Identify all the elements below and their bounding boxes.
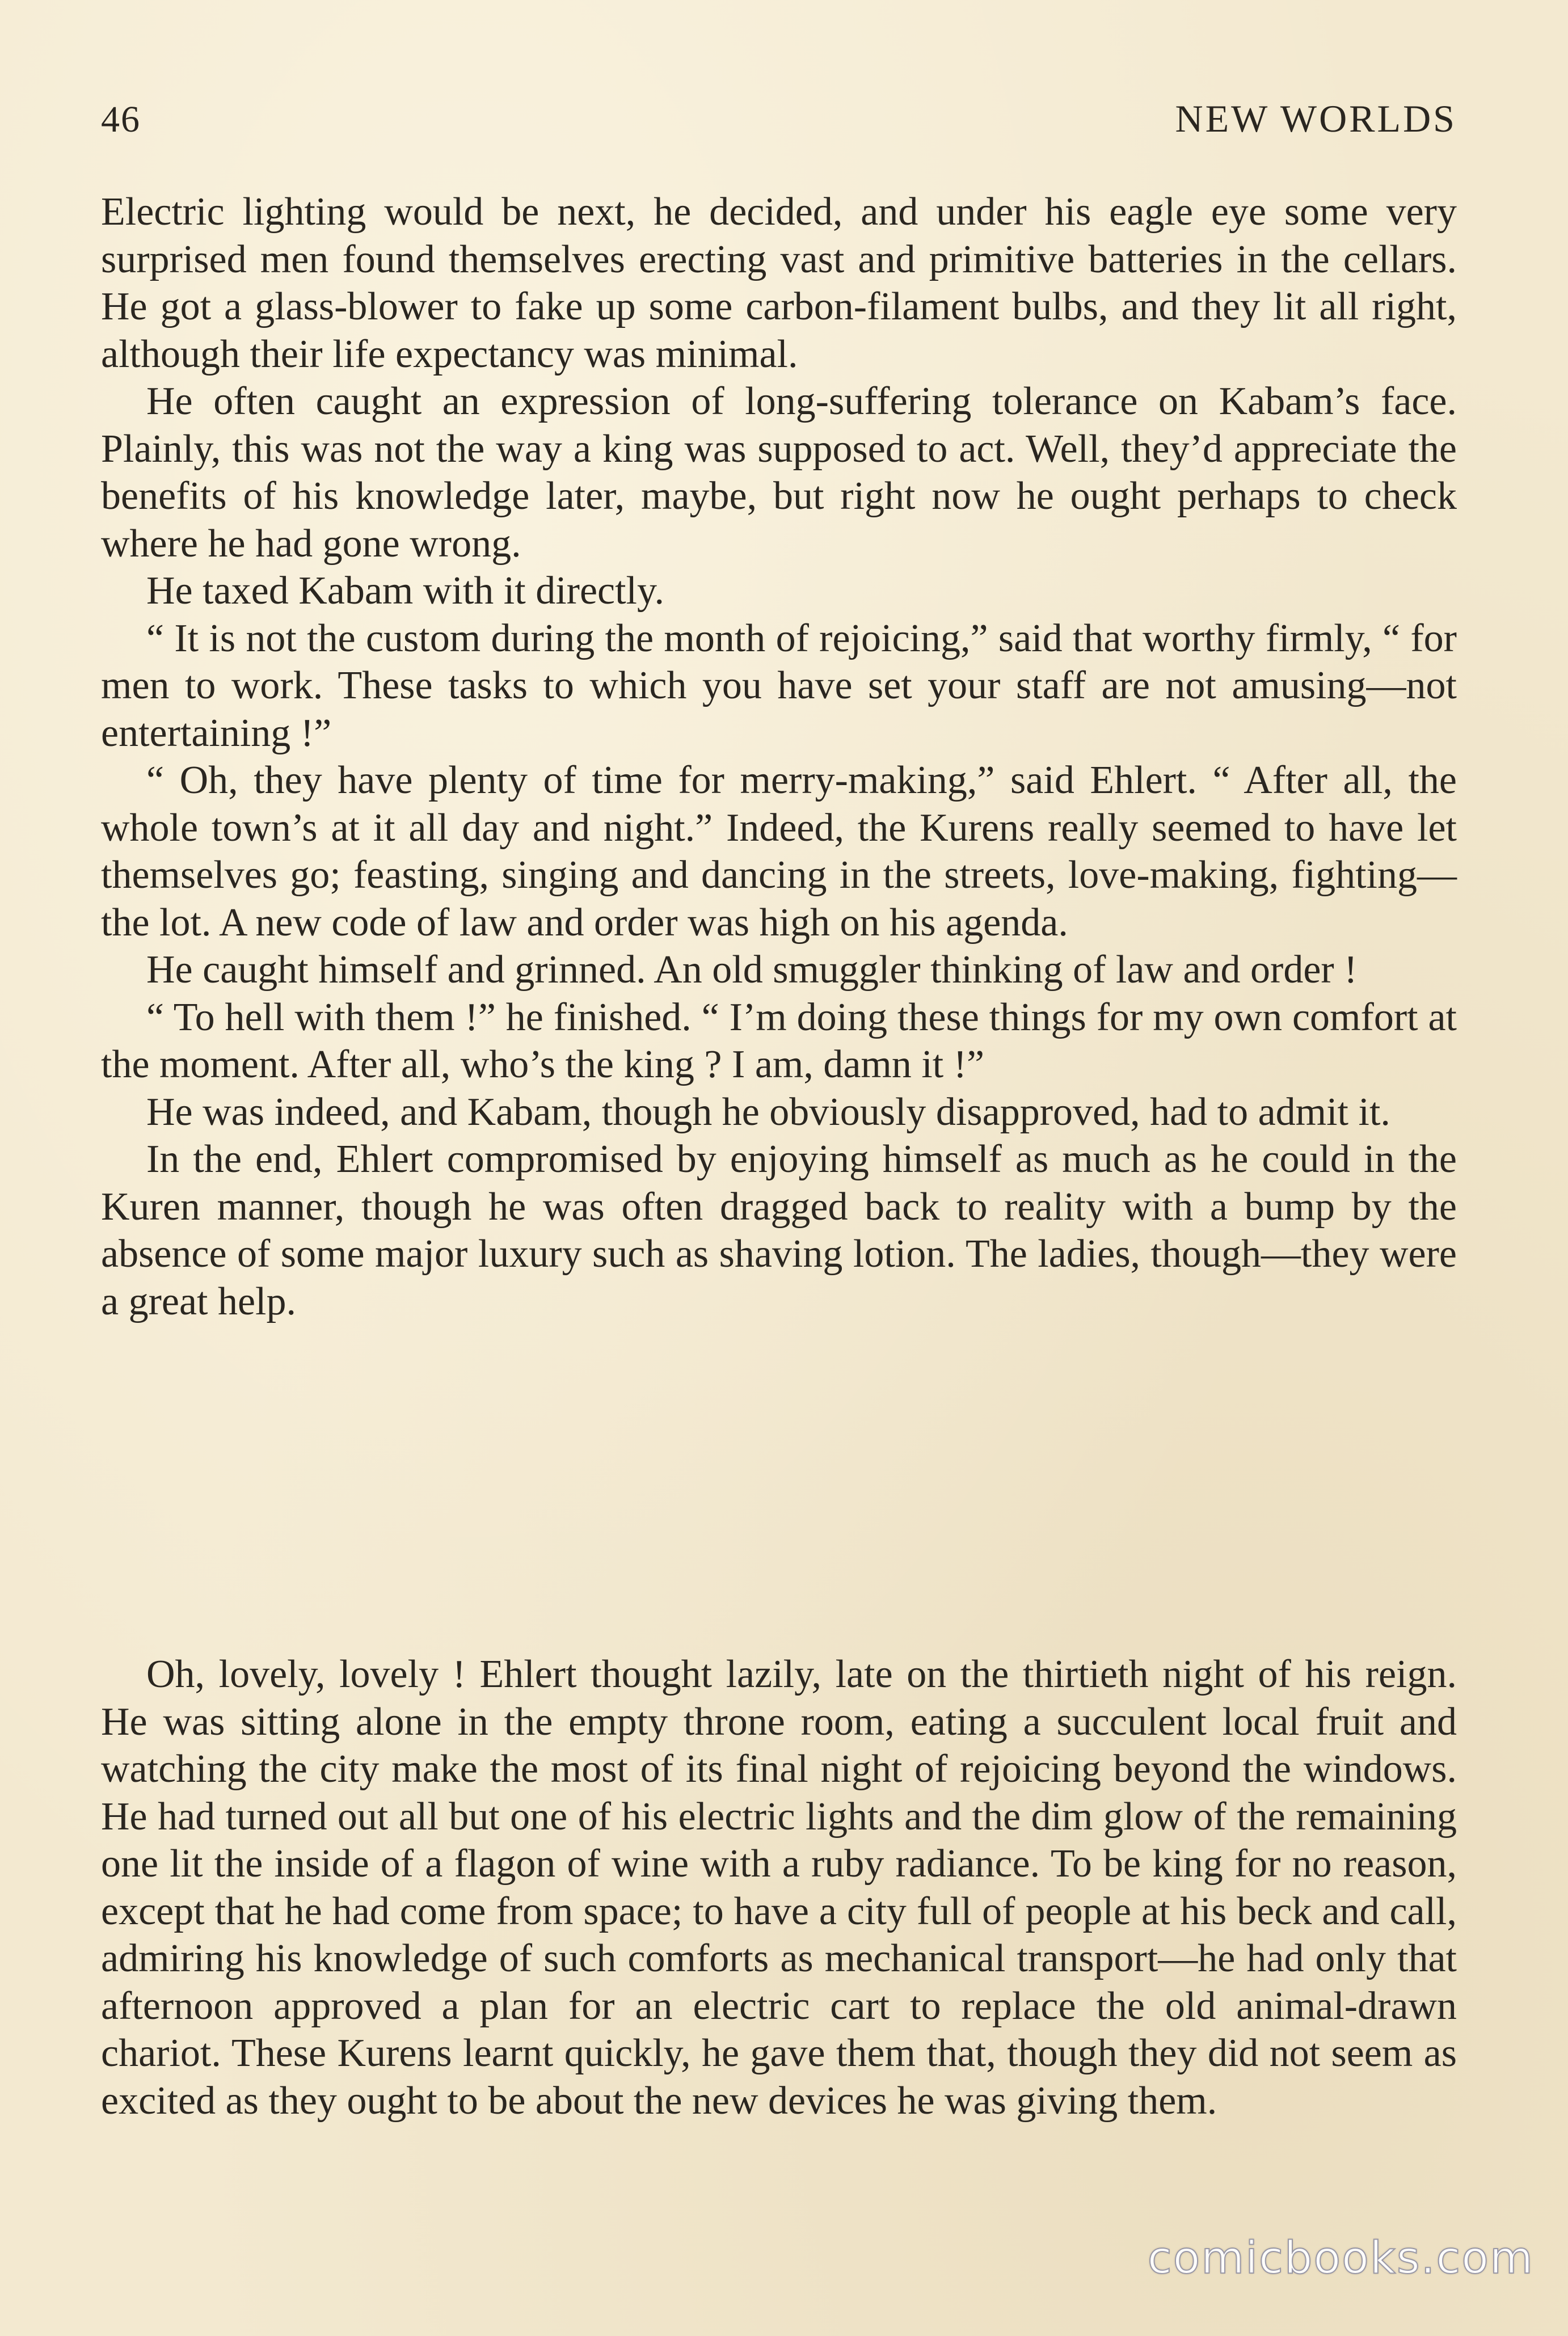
- paragraph: He taxed Kabam with it directly.: [146, 569, 664, 613]
- paragraph: He was indeed, and Kabam, though he obviously disapproved, had to admit it.: [146, 1090, 1390, 1134]
- running-head: [101, 96, 1457, 153]
- watermark: comicbooks.com: [1147, 2233, 1534, 2284]
- paragraph: In the end, Ehlert compromised by enjoying himself as much as he could in the Kuren manner, though he was often dragged back to reality with a bump by the absence of some major luxury such as shaving lotion. The ladies, though—they were a great help.: [101, 1137, 1457, 1323]
- paragraph: Oh, lovely, lovely ! Ehlert thought lazily, late on the thirtieth night of his reign. He was sitting alone in the empty throne room, eating a succulent local fruit and watching the city make the most of its final night of rejoicing beyond the windows. He had turned out all but one of his electric lights and the dim glow of the remaining one lit the inside of a flagon of wine with a ruby radiance. To be king for no reason, except that he had come from space; to have a city full of people at his beck and call, admiring his knowledge of such comforts as mechanical transport—he had only that afternoon approved a plan for an electric cart to replace the old animal-drawn chariot. These Kurens learnt quickly, he gave them that, though they did not seem as excited as they ought to be about the new devices he was giving them.: [101, 1652, 1457, 2123]
- running-title: NEW WORLDS: [1175, 97, 1457, 140]
- paragraph: “ Oh, they have plenty of time for merry-making,” said Ehlert. “ After all, the whole town’s at it all day and night.” Indeed, the Kurens really seemed to have let themselves go; feasting, singing and dancing in the streets, love-making, fighting—the lot. A new code of law and order was high on his agenda.: [101, 758, 1457, 944]
- paragraph: “ To hell with them !” he finished. “ I’m doing these things for my own comfort at the moment. After all, who’s the king ? I am, damn it !”: [101, 995, 1457, 1086]
- page-number: 46: [101, 99, 141, 140]
- paragraph: He often caught an expression of long-suffering tolerance on Kabam’s face. Plainly, this was not the way a king was supposed to act. Well, they’d appreciate the benefits of his knowledge later, maybe, but right now he ought perhaps to check where he had gone wrong.: [101, 380, 1457, 566]
- body-text-section-2: [101, 1651, 1457, 2124]
- body-text-section-1: [101, 188, 1457, 1325]
- paragraph: “ It is not the custom during the month of rejoicing,” said that worthy firmly, “ for men to work. These tasks to which you have set your staff are not amusing—not entertaining !”: [101, 616, 1457, 755]
- paragraph: He caught himself and grinned. An old smuggler thinking of law and order !: [146, 948, 1358, 992]
- paragraph: Electric lighting would be next, he decided, and under his eagle eye some very surprised men found themselves erecting vast and primitive batteries in the cellars. He got a glass-blower to fake up some carbon-filament bulbs, and they lit all right, although their life expectancy was minimal.: [101, 190, 1457, 376]
